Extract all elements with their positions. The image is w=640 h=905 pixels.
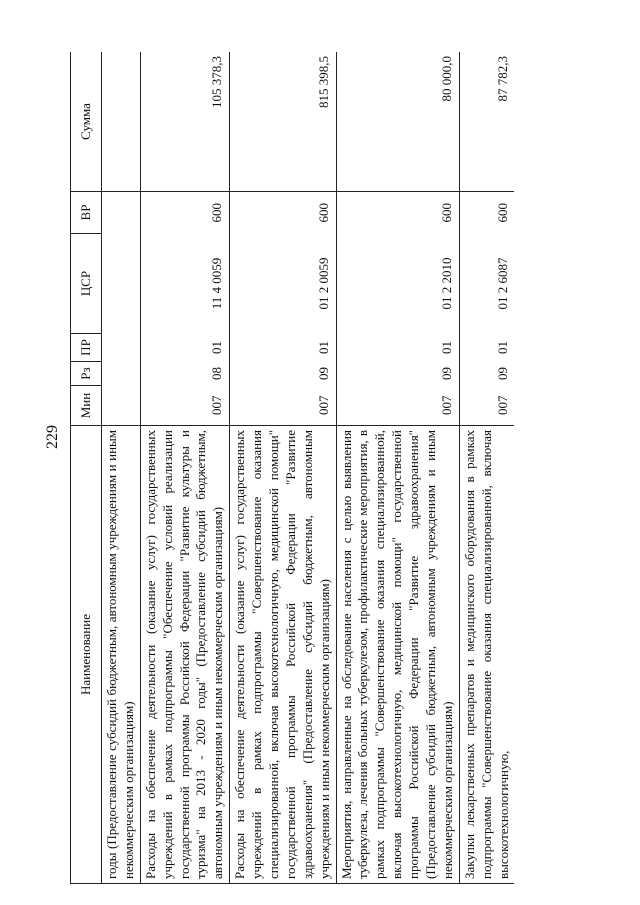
- row-name: Расходы на обеспечение деятельности (оказание услуг) государственных учреждений в рамках подпрограммы "Обеспечение условий реализации государственной программы Российской Федерации "Развитие культуры и туризма" на 2013 - 2020 годы" (Предоставление субсидий бюджетным, автономным учреждениям и иным некоммерческим организациям): [140, 426, 229, 884]
- row-rz: 08: [140, 362, 229, 386]
- row-vr: 600: [459, 192, 514, 234]
- row-csr: 11 4 0059: [140, 234, 229, 334]
- row-min: 007: [459, 386, 514, 426]
- table-row: [140, 52, 229, 884]
- row-sum: 105 378,3: [140, 52, 229, 192]
- row-rz: 09: [230, 362, 336, 386]
- row-name: Мероприятия, направленные на обследование населения с целью выявления туберкулеза, лечения больных туберкулезом, профилактические мероприятия, в рамках подпрограммы "Совершенствование оказания специализированной, включая высокотехнологичную, медицинской помощи" государственной программы Российской Федерации "Развитие здравоохранения" (Предоставление субсидий бюджетным, автономным учреждениям и иным некоммерческим организациям): [336, 426, 459, 884]
- row-rz: [102, 362, 141, 386]
- row-pr: [102, 334, 141, 362]
- header-min: Мин: [71, 386, 102, 426]
- budget-table: [70, 52, 514, 884]
- row-csr: 01 2 6087: [459, 234, 514, 334]
- row-pr: 01: [140, 334, 229, 362]
- table-header-row: [71, 52, 102, 884]
- row-csr: 01 2 0059: [230, 234, 336, 334]
- rotated-sheet: [70, 52, 600, 884]
- header-csr: ЦСР: [71, 234, 102, 334]
- row-sum: [102, 52, 141, 192]
- page-number: 229: [44, 425, 61, 449]
- table-row: [230, 52, 336, 884]
- row-vr: 600: [336, 192, 459, 234]
- header-sum: Сумма: [71, 52, 102, 192]
- row-min: 007: [336, 386, 459, 426]
- row-vr: 600: [140, 192, 229, 234]
- row-name: годы (Предоставление субсидий бюджетным, автономным учреждениям и иным некоммерческим организациям): [102, 426, 141, 884]
- header-pr: ПР: [71, 334, 102, 362]
- row-pr: 01: [336, 334, 459, 362]
- row-sum: 815 398,5: [230, 52, 336, 192]
- table-row: [336, 52, 459, 884]
- row-vr: [102, 192, 141, 234]
- table-row: [459, 52, 514, 884]
- header-rz: Рз: [71, 362, 102, 386]
- row-csr: [102, 234, 141, 334]
- header-name: Наименование: [71, 426, 102, 884]
- row-vr: 600: [230, 192, 336, 234]
- row-min: 007: [230, 386, 336, 426]
- row-pr: 01: [230, 334, 336, 362]
- table-row: [102, 52, 141, 884]
- row-name: Расходы на обеспечение деятельности (оказание услуг) государственных учреждений в рамках подпрограммы "Совершенствование оказания специализированной, включая высокотехнологичную, медицинской помощи" государственной программы Российской Федерации "Развитие здравоохранения" (Предоставление субсидий бюджетным, автономным учреждениям и иным некоммерческим организациям): [230, 426, 336, 884]
- row-pr: 01: [459, 334, 514, 362]
- row-rz: 09: [459, 362, 514, 386]
- row-min: [102, 386, 141, 426]
- row-sum: 87 782,3: [459, 52, 514, 192]
- row-sum: 80 000,0: [336, 52, 459, 192]
- page-viewport: [70, 52, 600, 884]
- row-name: Закупки лекарственных препаратов и медицинского оборудования в рамках подпрограммы "Совершенствование оказания специализированной, включая высокотехнологичную,: [459, 426, 514, 884]
- row-min: 007: [140, 386, 229, 426]
- header-vr: ВР: [71, 192, 102, 234]
- row-csr: 01 2 2010: [336, 234, 459, 334]
- row-rz: 09: [336, 362, 459, 386]
